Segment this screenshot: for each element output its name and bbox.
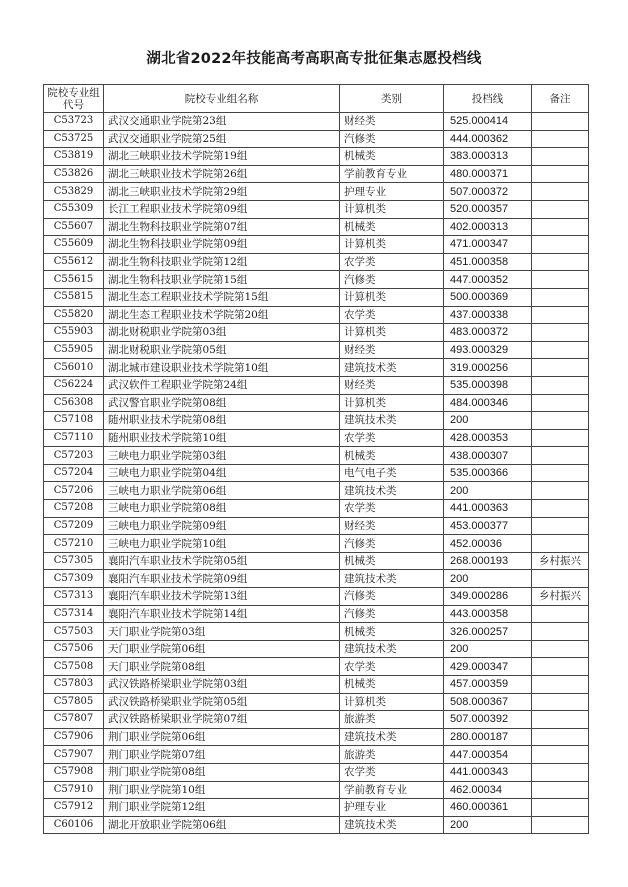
- row-category: 建筑技术类: [340, 570, 444, 588]
- row-name: 荆门职业学院第06组: [104, 728, 340, 746]
- row-code: C57907: [44, 746, 104, 764]
- admission-table: [43, 84, 589, 834]
- row-score: 471.000347: [444, 236, 532, 254]
- row-name: 荆门职业学院第10组: [104, 781, 340, 799]
- row-code: C53826: [44, 165, 104, 183]
- row-note: [532, 130, 589, 148]
- table-row: [44, 605, 589, 623]
- table-row: [44, 429, 589, 447]
- row-name: 三峡电力职业学院第04组: [104, 464, 340, 482]
- row-note: [532, 253, 589, 271]
- table-row: [44, 693, 589, 711]
- row-note: [532, 376, 589, 394]
- row-score: 402.000313: [444, 218, 532, 236]
- row-category: 农学类: [340, 763, 444, 781]
- row-code: C57305: [44, 552, 104, 570]
- row-name: 襄阳汽车职业技术学院第13组: [104, 588, 340, 606]
- row-category: 护理专业: [340, 183, 444, 201]
- row-score: 326.000257: [444, 623, 532, 641]
- row-name: 襄阳汽车职业技术学院第05组: [104, 552, 340, 570]
- row-category: 学前教育专业: [340, 165, 444, 183]
- row-category: 建筑技术类: [340, 359, 444, 377]
- row-score: 535.000366: [444, 464, 532, 482]
- row-name: 湖北生物科技职业学院第07组: [104, 218, 340, 236]
- row-note: [532, 658, 589, 676]
- table-row: [44, 570, 589, 588]
- row-code: C57803: [44, 676, 104, 694]
- row-name: 湖北财税职业学院第03组: [104, 324, 340, 342]
- header-code: 院校专业组代号: [44, 85, 104, 113]
- row-score: 457.000359: [444, 676, 532, 694]
- row-code: C57110: [44, 429, 104, 447]
- header-note: 备注: [532, 85, 589, 113]
- row-note: [532, 148, 589, 166]
- table-row: [44, 324, 589, 342]
- row-category: 护理专业: [340, 799, 444, 817]
- row-name: 荆门职业学院第08组: [104, 763, 340, 781]
- table-row: [44, 623, 589, 641]
- header-category: 类别: [340, 85, 444, 113]
- row-category: 建筑技术类: [340, 816, 444, 834]
- row-name: 湖北财税职业学院第05组: [104, 341, 340, 359]
- row-code: C57206: [44, 482, 104, 500]
- row-code: C55609: [44, 236, 104, 254]
- row-category: 汽修类: [340, 588, 444, 606]
- row-note: [532, 359, 589, 377]
- row-name: 天门职业学院第03组: [104, 623, 340, 641]
- row-score: 200: [444, 412, 532, 430]
- row-score: 429.000347: [444, 658, 532, 676]
- table-row: [44, 640, 589, 658]
- table-row: [44, 359, 589, 377]
- row-code: C55815: [44, 288, 104, 306]
- row-code: C53829: [44, 183, 104, 201]
- row-score: 451.000358: [444, 253, 532, 271]
- row-name: 三峡电力职业学院第08组: [104, 500, 340, 518]
- table-row: [44, 271, 589, 289]
- table-row: [44, 588, 589, 606]
- header-score: 投档线: [444, 85, 532, 113]
- header-name: 院校专业组名称: [104, 85, 340, 113]
- row-note: [532, 640, 589, 658]
- row-code: C57503: [44, 623, 104, 641]
- row-category: 机械类: [340, 552, 444, 570]
- row-code: C55903: [44, 324, 104, 342]
- row-score: 500.000369: [444, 288, 532, 306]
- row-note: [532, 746, 589, 764]
- row-name: 湖北三峡职业技术学院第29组: [104, 183, 340, 201]
- page-title: 湖北省2022年技能高考高职高专批征集志愿投档线: [146, 51, 482, 67]
- table-row: [44, 341, 589, 359]
- row-score: 462.00034: [444, 781, 532, 799]
- table-row: [44, 183, 589, 201]
- row-category: 财经类: [340, 113, 444, 131]
- row-score: 200: [444, 816, 532, 834]
- table-row: [44, 412, 589, 430]
- row-note: [532, 799, 589, 817]
- row-score: 280.000187: [444, 728, 532, 746]
- row-name: 武汉铁路桥梁职业学院第07组: [104, 711, 340, 729]
- table-row: [44, 113, 589, 131]
- row-code: C57210: [44, 535, 104, 553]
- table-row: [44, 236, 589, 254]
- row-note: [532, 500, 589, 518]
- table-row: [44, 676, 589, 694]
- row-code: C57309: [44, 570, 104, 588]
- table-row: [44, 535, 589, 553]
- row-code: C55905: [44, 341, 104, 359]
- row-category: 农学类: [340, 500, 444, 518]
- row-score: 444.000362: [444, 130, 532, 148]
- table-row: [44, 552, 589, 570]
- row-code: C55607: [44, 218, 104, 236]
- row-category: 财经类: [340, 341, 444, 359]
- row-name: 武汉铁路桥梁职业学院第03组: [104, 676, 340, 694]
- row-note: [532, 605, 589, 623]
- row-note: 乡村振兴: [532, 588, 589, 606]
- row-score: 200: [444, 640, 532, 658]
- row-name: 湖北开放职业学院第06组: [104, 816, 340, 834]
- row-code: C57208: [44, 500, 104, 518]
- row-category: 计算机类: [340, 200, 444, 218]
- table-row: [44, 253, 589, 271]
- table-row: [44, 763, 589, 781]
- row-category: 计算机类: [340, 288, 444, 306]
- row-code: C57204: [44, 464, 104, 482]
- row-category: 农学类: [340, 253, 444, 271]
- row-code: C57807: [44, 711, 104, 729]
- table-row: [44, 218, 589, 236]
- row-note: [532, 711, 589, 729]
- row-score: 480.000371: [444, 165, 532, 183]
- row-note: [532, 412, 589, 430]
- row-code: C53819: [44, 148, 104, 166]
- table-row: [44, 799, 589, 817]
- row-code: C55615: [44, 271, 104, 289]
- row-name: 天门职业学院第06组: [104, 640, 340, 658]
- row-score: 535.000398: [444, 376, 532, 394]
- row-note: [532, 728, 589, 746]
- row-note: [532, 781, 589, 799]
- row-score: 200: [444, 482, 532, 500]
- row-score: 483.000372: [444, 324, 532, 342]
- row-name: 湖北生物科技职业学院第09组: [104, 236, 340, 254]
- row-score: 428.000353: [444, 429, 532, 447]
- row-note: [532, 570, 589, 588]
- row-category: 汽修类: [340, 605, 444, 623]
- row-name: 湖北生物科技职业学院第12组: [104, 253, 340, 271]
- row-name: 湖北城市建设职业技术学院第10组: [104, 359, 340, 377]
- row-category: 旅游类: [340, 746, 444, 764]
- row-category: 农学类: [340, 306, 444, 324]
- row-note: [532, 288, 589, 306]
- row-note: [532, 306, 589, 324]
- row-code: C56308: [44, 394, 104, 412]
- row-category: 建筑技术类: [340, 412, 444, 430]
- row-name: 随州职业技术学院第08组: [104, 412, 340, 430]
- row-code: C55309: [44, 200, 104, 218]
- row-category: 机械类: [340, 676, 444, 694]
- row-note: [532, 676, 589, 694]
- table-row: [44, 148, 589, 166]
- row-code: C57906: [44, 728, 104, 746]
- row-code: C53725: [44, 130, 104, 148]
- row-name: 随州职业技术学院第10组: [104, 429, 340, 447]
- table-row: [44, 376, 589, 394]
- row-note: [532, 113, 589, 131]
- row-note: [532, 464, 589, 482]
- row-note: [532, 517, 589, 535]
- row-score: 447.000352: [444, 271, 532, 289]
- row-name: 武汉交通职业学院第25组: [104, 130, 340, 148]
- table-row: [44, 394, 589, 412]
- table-row: [44, 746, 589, 764]
- row-code: C57203: [44, 447, 104, 465]
- table-row: [44, 517, 589, 535]
- row-code: C57910: [44, 781, 104, 799]
- row-score: 447.000354: [444, 746, 532, 764]
- row-score: 319.000256: [444, 359, 532, 377]
- row-name: 长江工程职业技术学院第09组: [104, 200, 340, 218]
- row-code: C57506: [44, 640, 104, 658]
- row-name: 三峡电力职业学院第03组: [104, 447, 340, 465]
- row-score: 525.000414: [444, 113, 532, 131]
- row-score: 508.000367: [444, 693, 532, 711]
- row-category: 机械类: [340, 218, 444, 236]
- row-name: 湖北三峡职业技术学院第26组: [104, 165, 340, 183]
- row-name: 襄阳汽车职业技术学院第09组: [104, 570, 340, 588]
- row-score: 452.00036: [444, 535, 532, 553]
- table-row: [44, 165, 589, 183]
- row-note: [532, 623, 589, 641]
- row-code: C53723: [44, 113, 104, 131]
- row-note: [532, 341, 589, 359]
- row-name: 武汉交通职业学院第23组: [104, 113, 340, 131]
- row-name: 武汉铁路桥梁职业学院第05组: [104, 693, 340, 711]
- table-row: [44, 200, 589, 218]
- row-note: [532, 394, 589, 412]
- row-name: 湖北生物科技职业学院第15组: [104, 271, 340, 289]
- row-code: C57313: [44, 588, 104, 606]
- row-score: 493.000329: [444, 341, 532, 359]
- row-note: [532, 236, 589, 254]
- row-name: 三峡电力职业学院第10组: [104, 535, 340, 553]
- table-body: [44, 113, 589, 834]
- row-category: 财经类: [340, 376, 444, 394]
- row-note: [532, 324, 589, 342]
- row-note: [532, 200, 589, 218]
- row-note: [532, 218, 589, 236]
- row-note: [532, 535, 589, 553]
- row-note: [532, 447, 589, 465]
- row-score: 268.000193: [444, 552, 532, 570]
- row-code: C57508: [44, 658, 104, 676]
- row-category: 汽修类: [340, 130, 444, 148]
- row-score: 443.000358: [444, 605, 532, 623]
- table-row: [44, 781, 589, 799]
- row-score: 349.000286: [444, 588, 532, 606]
- table-row: [44, 816, 589, 834]
- table-row: [44, 130, 589, 148]
- row-note: [532, 763, 589, 781]
- row-category: 计算机类: [340, 236, 444, 254]
- row-code: C57108: [44, 412, 104, 430]
- row-category: 旅游类: [340, 711, 444, 729]
- row-score: 383.000313: [444, 148, 532, 166]
- table-row: [44, 711, 589, 729]
- row-category: 学前教育专业: [340, 781, 444, 799]
- row-score: 520.000357: [444, 200, 532, 218]
- row-score: 484.000346: [444, 394, 532, 412]
- row-score: 460.000361: [444, 799, 532, 817]
- row-category: 农学类: [340, 658, 444, 676]
- table-row: [44, 658, 589, 676]
- row-name: 武汉软件工程职业学院第24组: [104, 376, 340, 394]
- row-name: 天门职业学院第08组: [104, 658, 340, 676]
- row-code: C55820: [44, 306, 104, 324]
- row-name: 三峡电力职业学院第06组: [104, 482, 340, 500]
- row-category: 计算机类: [340, 394, 444, 412]
- table-header-row: [44, 85, 589, 113]
- row-code: C57912: [44, 799, 104, 817]
- row-name: 襄阳汽车职业技术学院第14组: [104, 605, 340, 623]
- row-category: 机械类: [340, 623, 444, 641]
- row-name: 荆门职业学院第07组: [104, 746, 340, 764]
- row-code: C60106: [44, 816, 104, 834]
- row-note: [532, 165, 589, 183]
- row-note: [532, 482, 589, 500]
- row-score: 441.000363: [444, 500, 532, 518]
- row-code: C57805: [44, 693, 104, 711]
- row-code: C57209: [44, 517, 104, 535]
- row-code: C56224: [44, 376, 104, 394]
- row-score: 453.000377: [444, 517, 532, 535]
- table-row: [44, 306, 589, 324]
- table-row: [44, 464, 589, 482]
- table-row: [44, 288, 589, 306]
- row-code: C57314: [44, 605, 104, 623]
- row-category: 汽修类: [340, 535, 444, 553]
- table-row: [44, 500, 589, 518]
- row-score: 200: [444, 570, 532, 588]
- row-note: [532, 693, 589, 711]
- row-category: 机械类: [340, 447, 444, 465]
- row-name: 湖北生态工程职业技术学院第15组: [104, 288, 340, 306]
- row-name: 湖北三峡职业技术学院第19组: [104, 148, 340, 166]
- row-category: 电气电子类: [340, 464, 444, 482]
- row-note: [532, 429, 589, 447]
- table-row: [44, 728, 589, 746]
- row-score: 441.000343: [444, 763, 532, 781]
- row-category: 汽修类: [340, 271, 444, 289]
- row-note: [532, 816, 589, 834]
- row-score: 437.000338: [444, 306, 532, 324]
- row-category: 计算机类: [340, 324, 444, 342]
- row-note: 乡村振兴: [532, 552, 589, 570]
- table-row: [44, 447, 589, 465]
- row-category: 农学类: [340, 429, 444, 447]
- row-note: [532, 271, 589, 289]
- row-score: 507.000392: [444, 711, 532, 729]
- row-code: C57908: [44, 763, 104, 781]
- row-code: C56010: [44, 359, 104, 377]
- row-code: C55612: [44, 253, 104, 271]
- row-score: 438.000307: [444, 447, 532, 465]
- row-category: 建筑技术类: [340, 728, 444, 746]
- row-name: 三峡电力职业学院第09组: [104, 517, 340, 535]
- table-row: [44, 482, 589, 500]
- row-score: 507.000372: [444, 183, 532, 201]
- row-name: 武汉警官职业学院第08组: [104, 394, 340, 412]
- row-category: 建筑技术类: [340, 482, 444, 500]
- row-category: 财经类: [340, 517, 444, 535]
- row-name: 湖北生态工程职业技术学院第20组: [104, 306, 340, 324]
- row-note: [532, 183, 589, 201]
- row-category: 计算机类: [340, 693, 444, 711]
- row-category: 建筑技术类: [340, 640, 444, 658]
- row-name: 荆门职业学院第12组: [104, 799, 340, 817]
- row-category: 机械类: [340, 148, 444, 166]
